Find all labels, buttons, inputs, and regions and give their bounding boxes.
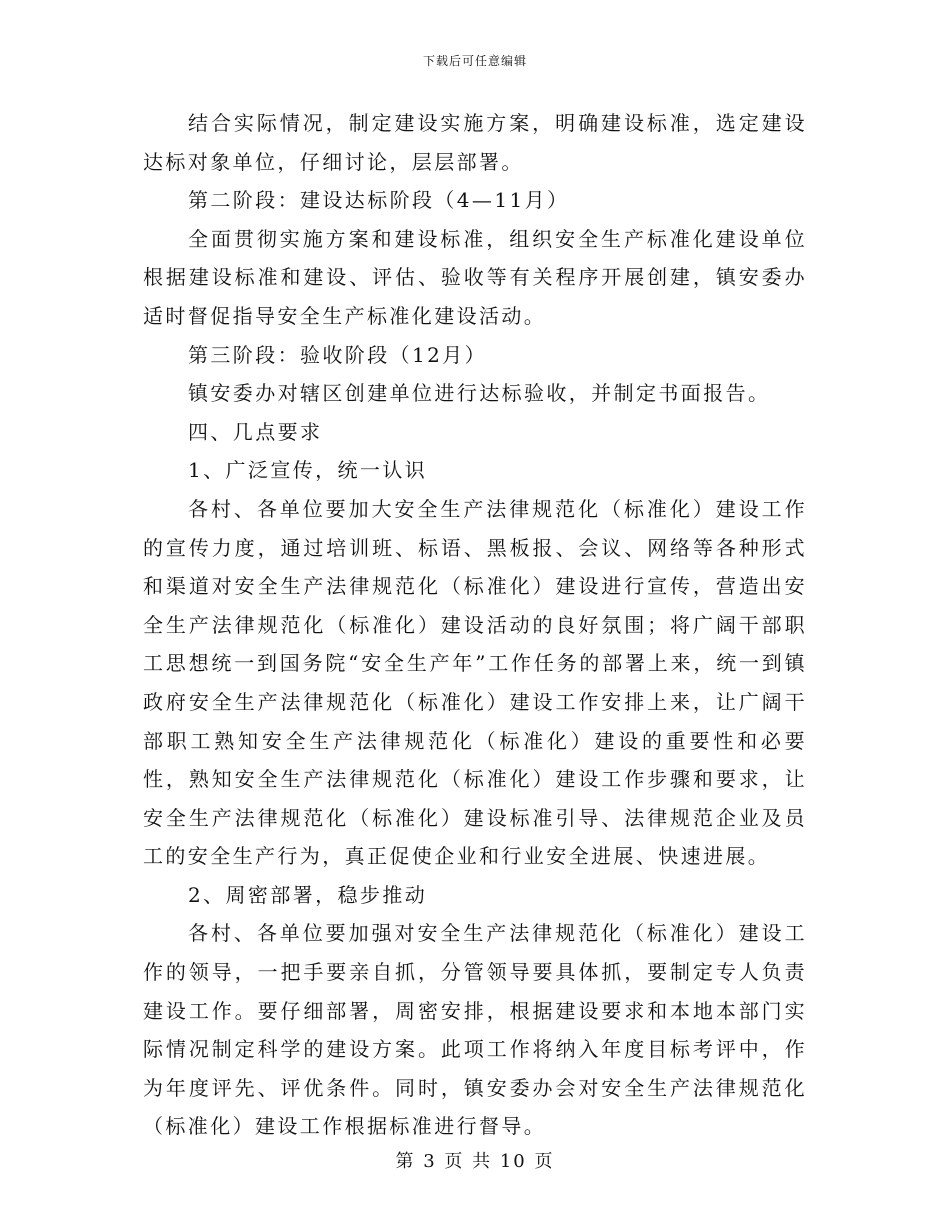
section-four-heading: 四、几点要求 <box>188 419 323 444</box>
paragraph-stage-two: 全面贯彻实施方案和建设标准，组织安全生产标准化建设单位根据建设标准和建设、评估、验收等有关程序开展创建，镇安委办适时督促指导安全生产标准化建设活动。 <box>143 226 807 328</box>
stage-two-heading: 第二阶段：建设达标阶段（4—11月） <box>188 188 570 213</box>
document-body <box>143 104 807 1146</box>
paragraph-requirement-two: 各村、各单位要加强对安全生产法律规范化（标准化）建设工作的领导，一把手要亲自抓，分管领导要具体抓，要制定专人负责建设工作。要仔细部署，周密安排，根据建设要求和本地本部门实际情况制定科学的建设方案。此项工作将纳入年度目标考评中，作为年度评先、评优条件。同时，镇安委办会对安全生产法律规范化（标准化）建设工作根据标准进行督导。 <box>143 921 807 1139</box>
page-header: 下载后可任意编辑 <box>422 54 527 68</box>
paragraph-stage-three: 镇安委办对辖区创建单位进行达标验收，并制定书面报告。 <box>188 381 771 406</box>
requirement-one-heading: 1、广泛宣传，统一认识 <box>188 458 428 483</box>
requirement-two-heading: 2、周密部署，稳步推动 <box>188 882 428 907</box>
paragraph-implementation-plan: 结合实际情况，制定建设实施方案，明确建设标准，选定建设达标对象单位，仔细讨论，层层部署。 <box>143 111 807 174</box>
stage-three-heading: 第三阶段：验收阶段（12月） <box>188 342 488 367</box>
paragraph-requirement-one: 各村、各单位要加大安全生产法律规范化（标准化）建设工作的宣传力度，通过培训班、标语、黑板报、会议、网络等各种形式和渠道对安全生产法律规范化（标准化）建设进行宣传，营造出安全生产法律规范化（标准化）建设活动的良好氛围；将广阔干部职工思想统一到国务院“安全生产年”工作任务的部署上来，统一到镇政府安全生产法律规范化（标准化）建设工作安排上来，让广阔干部职工熟知安全生产法律规范化（标准化）建设的重要性和必要性，熟知安全生产法律规范化（标准化）建设工作步骤和要求，让安全生产法律规范化（标准化）建设标准引导、法律规范企业及员工的安全生产行为，真正促使企业和行业安全进展、快速进展。 <box>143 496 807 869</box>
page-number-footer: 第 3 页 共 10 页 <box>395 1151 555 1172</box>
